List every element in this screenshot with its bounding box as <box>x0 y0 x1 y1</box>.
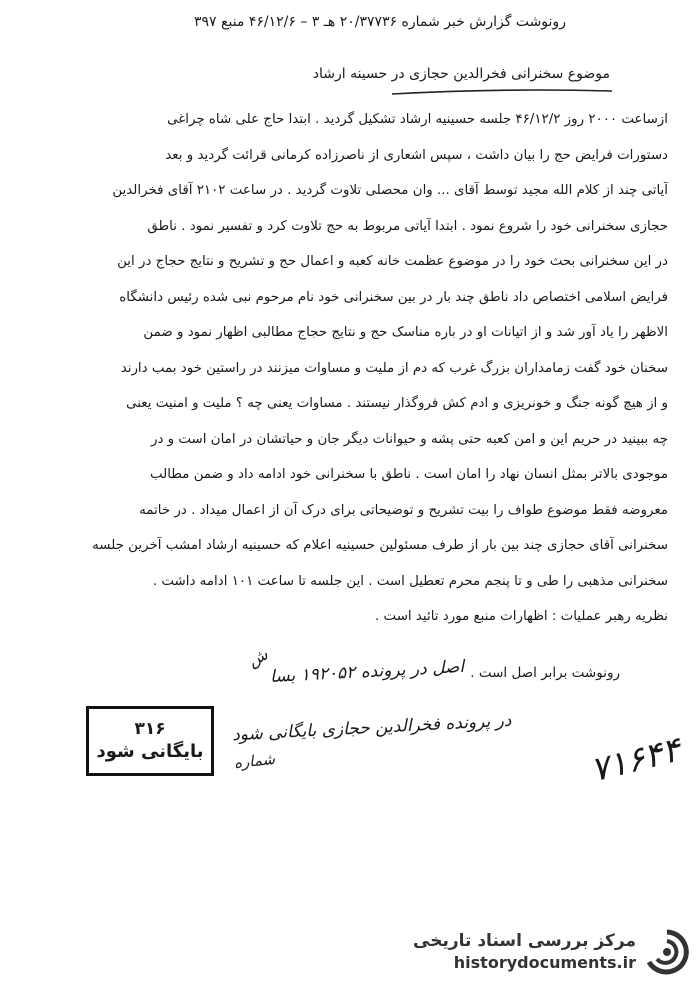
closing-line <box>269 656 620 688</box>
body-line: معروضه فقط موضوع طواف را بیت تشریح و توضیحاتی برای درک آن از اعمال میداد . در خاتمه <box>139 502 668 518</box>
archive-logo-icon <box>644 929 690 975</box>
body-line: دستورات فرایض حج را بیان داشت ، سپس اشعاری از ناصرزاده کرمانی قرائت گردید و بعد <box>165 147 668 163</box>
closing-prefix: رونوشت برابر اصل است . <box>470 665 620 681</box>
body-line: نظریه رهبر عملیات : اظهارات منبع مورد تائید است . <box>375 609 668 624</box>
handwritten-note: در پرونده فخرالدین حجازی بایگانی شود <box>231 710 512 746</box>
handwritten-file-reference: اصل در پرونده ۱۹۲۰۵۲ بسا <box>269 656 465 688</box>
subject-underline <box>392 88 612 96</box>
body-line: آیاتی چند از کلام الله مجید توسط آقای ... وان محصلی تلاوت گردید . در ساعت ۲۱۰۲ آقای فخرالدین <box>112 183 668 198</box>
archive-stamp <box>86 706 214 776</box>
stamp-number: ۳۱۶ <box>134 719 166 739</box>
stamp-text: بایگانی شود <box>96 741 204 762</box>
handwritten-margin-number: ۷۱۶۴۴ <box>586 729 685 791</box>
body-line: ازساعت ۲۰۰۰ روز ۴۶/۱۲/۲ جلسه حسینیه ارشاد تشکیل گردید . ابتدا حاج علی شاه چراغی <box>167 112 668 127</box>
body-line: سخنرانی آقای حجازی چند بین بار از طرف مسئولین حسینیه اعلام که حسینیه ارشاد امشب آخرین جلسه <box>92 538 668 553</box>
body-line: سخنان خود گفت زمامداران بزرگ غرب که دم از ملیت و مساوات میزنند در راستین خود بمب دارند <box>120 360 668 376</box>
footer-text <box>413 930 636 974</box>
document-subject: موضوع سخنرانی فخرالدین حجازی در حسینه ارشاد <box>312 66 610 82</box>
body-line: موجودی بالاتر بمثل انسان نهاد را امان است . ناطق با سخنرانی خود ادامه داد و ضمن مطالب <box>149 467 668 482</box>
body-line: در این سخنرانی بحث خود را در موضوع عظمت خانه کعبه و اعمال حج و تشریح و نتایج حجاج در این <box>117 254 668 269</box>
footer-org-name: مرکز بررسی اسناد تاریخی <box>413 931 636 951</box>
body-line: و از هیچ گونه جنگ و خونریزی و ادم کش فروگذار نیستند . مساوات یعنی چه ؟ ملیت و امنیت یعنی <box>126 396 668 411</box>
body-line: سخنرانی مذهبی را طی و تا پنجم محرم تعطیل است . این جلسه تا ساعت ۱۰۱ ادامه داشت . <box>152 573 668 589</box>
document-reference-line: رونوشت گزارش خبر شماره ۲۰/۳۷۷۳۶ هـ ۳ – ۴۶/۱۲/۶ منبع ۳۹۷ <box>194 14 566 30</box>
handwritten-note-secondary: شماره <box>233 749 276 773</box>
body-line: چه ببینید در حریم این و امن کعبه حتی پشه و حیوانات دیگر جان و حیاتشان در امان است و در <box>151 431 668 447</box>
body-line: حجازی سخنرانی خود را شروع نمود . ابتدا آیاتی مربوط به حج تلاوت کرد و تفسیر نمود . ناطق <box>147 218 668 234</box>
handwritten-corner-mark: ش <box>244 644 271 671</box>
document-body <box>38 102 668 635</box>
body-line: فرایض اسلامی اختصاص داد ناطق چند بار در بین سخنرانی خود نام مرحوم نبی شده رئیس دانشگاه <box>119 289 668 305</box>
footer-url: historydocuments.ir <box>453 953 636 972</box>
footer-watermark <box>408 924 690 980</box>
body-line: الاظهر را یاد آور شد و از اتیانات او در باره مناسک حج و نتایج حجاج مطالبی اظهار نمود و ضمن <box>143 325 668 340</box>
